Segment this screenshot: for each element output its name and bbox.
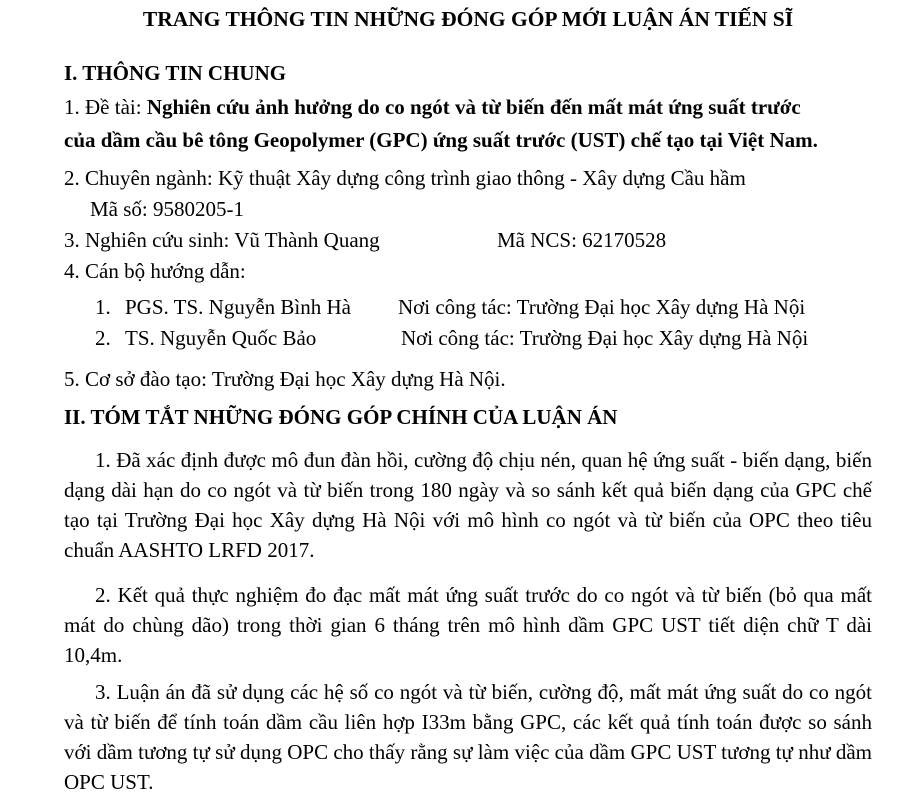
major-code: Mã số: 9580205-1 xyxy=(90,197,244,221)
supervisor-2-name: TS. Nguyễn Quốc Bảo xyxy=(125,326,317,350)
supervisor-2-index: 2. xyxy=(95,326,111,350)
section-2-heading: II. TÓM TẮT NHỮNG ĐÓNG GÓP CHÍNH CỦA LUẬN ÁN xyxy=(64,405,618,429)
contribution-2: 2. Kết quả thực nghiệm đo đạc mất mát ứng suất trước do co ngót và từ biến (bỏ qua mất mát do chùng dão) trong thời gian 6 tháng trên mô hình dầm GPC UST tiết diện chữ T dài 10,4m. xyxy=(64,583,872,667)
institution-line: 5. Cơ sở đào tạo: Trường Đại học Xây dựng Hà Nội. xyxy=(64,367,506,391)
section-1-heading: I. THÔNG TIN CHUNG xyxy=(64,61,287,85)
student-id: Mã NCS: 62170528 xyxy=(497,228,667,252)
contribution-3: 3. Luận án đã sử dụng các hệ số co ngót và từ biến, cường độ, mất mát ứng suất do co ngót và từ biến để tính toán dầm cầu liên hợp I33m bằng GPC, các kết quả tính toán được so sánh với dầm tương tự sử dụng OPC cho thấy rằng sự làm việc của dầm GPC UST tương tự như dầm OPC UST. xyxy=(64,680,872,794)
topic-line-1 xyxy=(64,92,801,122)
topic-title-part-1: Nghiên cứu ảnh hưởng do co ngót và từ biến đến mất mát ứng suất trước xyxy=(146,95,801,119)
supervisor-2-workplace: Nơi công tác: Trường Đại học Xây dựng Hà Nội xyxy=(401,326,809,350)
supervisors-label: 4. Cán bộ hướng dẫn: xyxy=(64,259,246,283)
major-line: 2. Chuyên ngành: Kỹ thuật Xây dựng công trình giao thông - Xây dựng Cầu hầm xyxy=(64,166,746,190)
topic-title-part-2: của dầm cầu bê tông Geopolymer (GPC) ứng suất trước (UST) chế tạo tại Việt Nam. xyxy=(64,128,818,152)
document-title: TRANG THÔNG TIN NHỮNG ĐÓNG GÓP MỚI LUẬN ÁN TIẾN SĨ xyxy=(142,7,794,31)
contribution-1: 1. Đã xác định được mô đun đàn hồi, cường độ chịu nén, quan hệ ứng suất - biến dạng, biến dạng dài hạn do co ngót và từ biến trong 180 ngày và so sánh kết quả biến dạng của GPC chế tạo tại Trường Đại học Xây dựng Hà Nội với mô hình co ngót và từ biến của OPC theo tiêu chuẩn AASHTO LRFD 2017. xyxy=(64,448,872,562)
topic-label: 1. Đề tài: xyxy=(64,95,147,119)
student-name: 3. Nghiên cứu sinh: Vũ Thành Quang xyxy=(64,228,380,252)
supervisor-1-workplace: Nơi công tác: Trường Đại học Xây dựng Hà Nội xyxy=(398,295,806,319)
supervisor-1-name: PGS. TS. Nguyễn Bình Hà xyxy=(125,295,351,319)
supervisor-1-index: 1. xyxy=(95,295,111,319)
